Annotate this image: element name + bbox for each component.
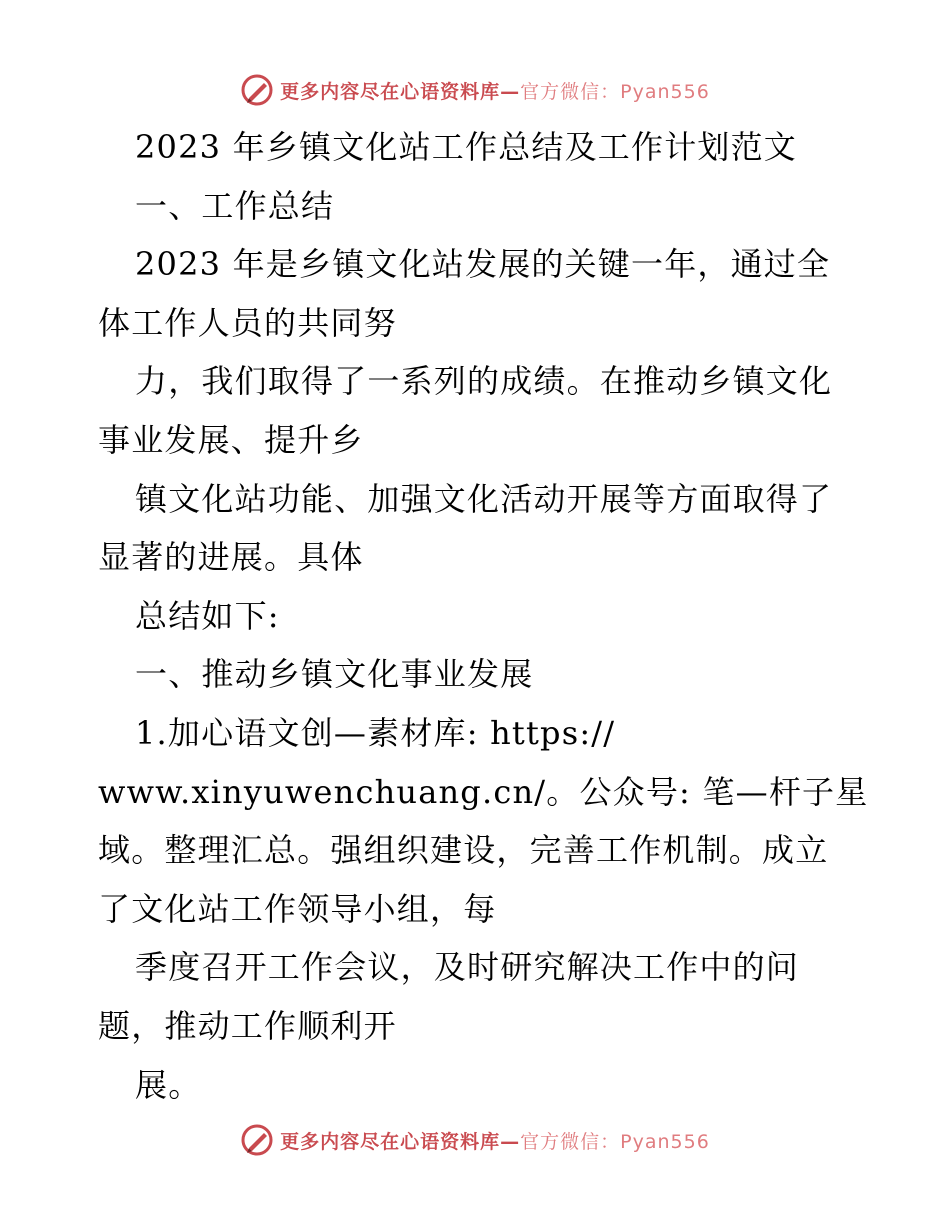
footer-watermark (0, 1120, 950, 1160)
text-line: 展。 (135, 1065, 202, 1104)
text-line: 季度召开工作会议，及时研究解决工作中的问 (135, 948, 800, 987)
watermark-text (280, 77, 710, 104)
text-line: www.xinyuwenchuang.cn/。公众号: 笔—杆子星 (98, 772, 869, 811)
text-line: 镇文化站功能、加强文化活动开展等方面取得了 (135, 479, 833, 518)
document-body (98, 118, 869, 1114)
text-line: 显著的进展。具体 (98, 538, 364, 577)
text-line: 2023 年乡镇文化站工作总结及工作计划范文 (135, 128, 798, 166)
text-line: 一、推动乡镇文化事业发展 (135, 655, 534, 694)
text-line: 了文化站工作领导小组，每 (98, 889, 497, 928)
header-watermark (0, 70, 950, 110)
pen-logo-icon (240, 1123, 274, 1157)
text-line: 2023 年是乡镇文化站发展的关键一年，通过全 (135, 245, 831, 284)
text-line: 一、工作总结 (135, 186, 335, 225)
watermark-contact: 官方微信：Pyan556 (520, 80, 710, 103)
watermark-contact: 官方微信：Pyan556 (520, 1130, 710, 1153)
text-line: 事业发展、提升乡 (98, 420, 364, 459)
text-line: 总结如下: (135, 596, 280, 635)
pen-logo-icon (240, 73, 274, 107)
text-line: 力，我们取得了一系列的成绩。在推动乡镇文化 (135, 362, 833, 401)
text-line: 1.加心语文创—素材库: https:// (135, 713, 616, 752)
text-line: 题，推动工作顺利开 (98, 1006, 397, 1045)
text-line: 体工作人员的共同努 (98, 303, 397, 342)
watermark-slogan: 更多内容尽在心语资料库— (280, 1130, 521, 1153)
text-line: 域。整理汇总。强组织建设，完善工作机制。成立 (98, 831, 829, 870)
watermark-slogan: 更多内容尽在心语资料库— (280, 80, 521, 103)
watermark-text (280, 1127, 710, 1154)
